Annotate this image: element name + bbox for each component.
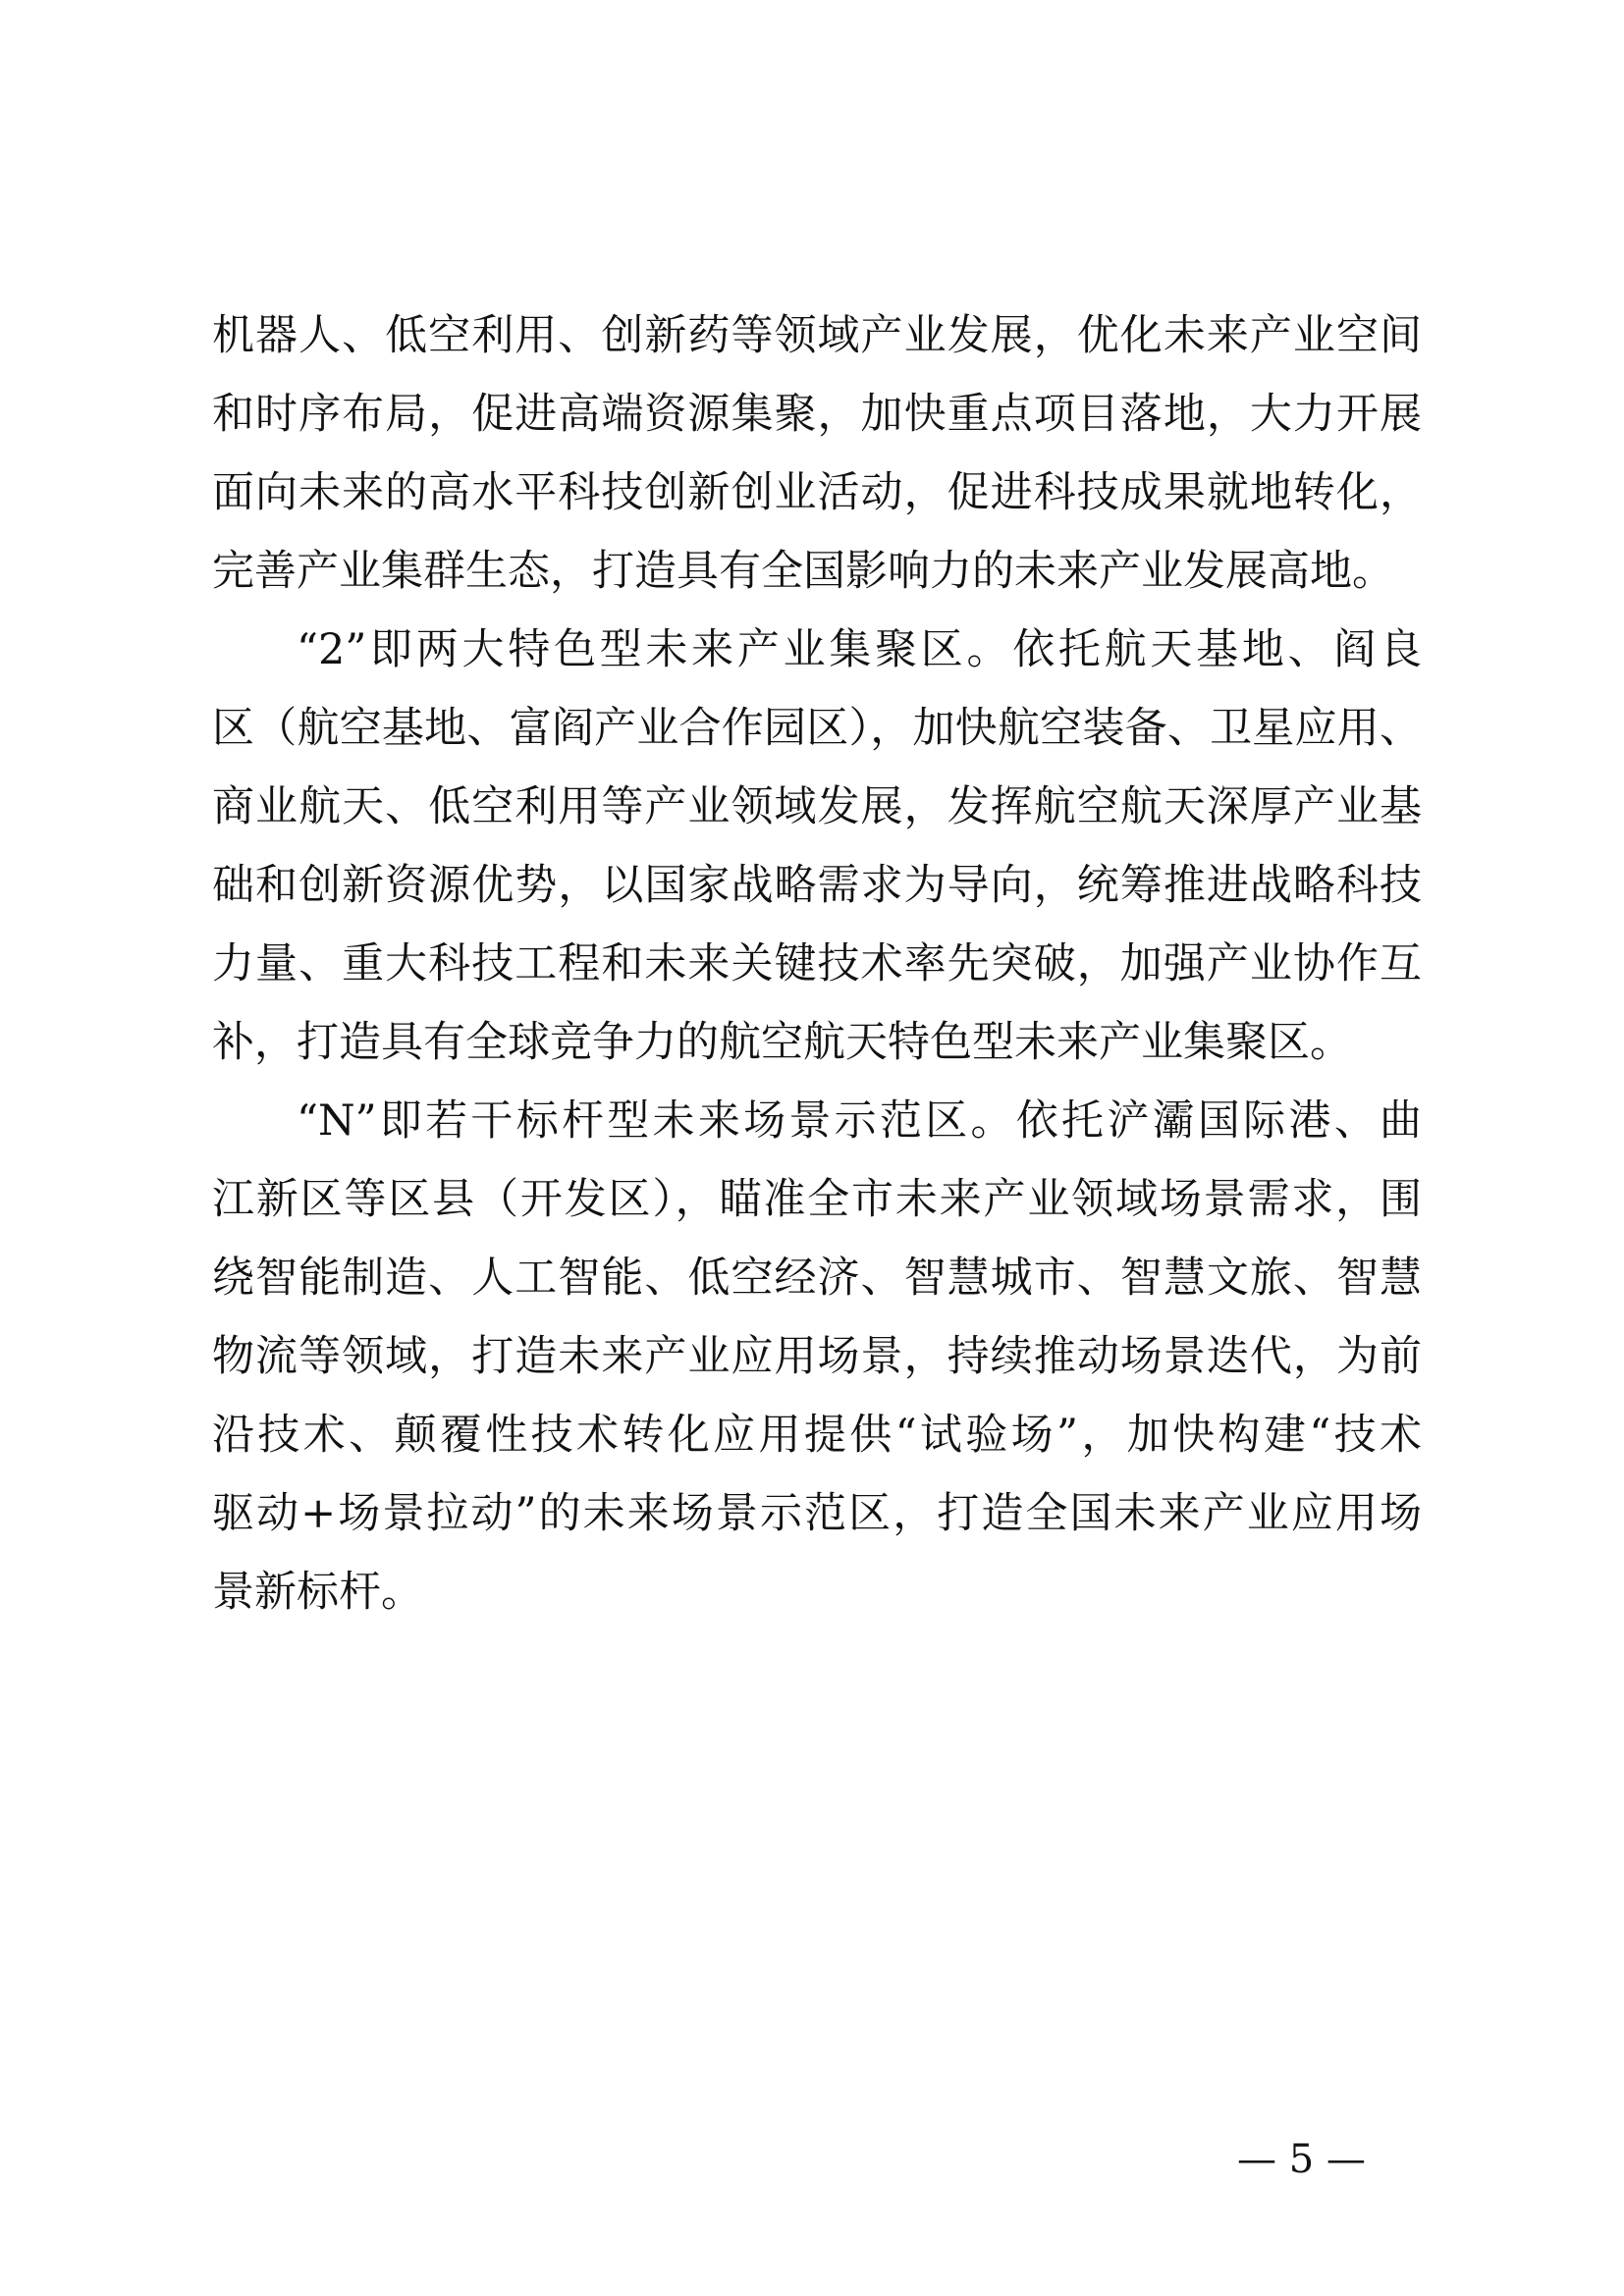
text-line: 商业航天、低空利用等产业领域发展，发挥航空航天深厚产业基 [212,782,1422,831]
text-line: 力量、重大科技工程和未来关键技术率先突破，加强产业协作互 [212,939,1422,988]
page-number: — 5 — [1237,2137,1366,2182]
text-line: 机器人、低空利用、创新药等领域产业发展，优化未来产业空间 [212,311,1422,360]
text-line: 景新标杆。 [212,1568,423,1617]
text-line: 沿技术、颠覆性技术转化应用提供“试验场”，加快构建“技术 [212,1411,1422,1460]
text-line: 和时序布局，促进高端资源集聚，加快重点项目落地，大力开展 [212,390,1422,439]
text-line: 础和创新资源优势，以国家战略需求为导向，统筹推进战略科技 [212,861,1422,910]
text-line: 物流等领域，打造未来产业应用场景，持续推动场景迭代，为前 [212,1332,1422,1381]
text-line: “N”即若干标杆型未来场景示范区。依托浐灞国际港、曲 [297,1096,1422,1146]
text-line: 补，打造具有全球竞争力的航空航天特色型未来产业集聚区。 [212,1018,1352,1067]
text-line: “2”即两大特色型未来产业集聚区。依托航天基地、阎良 [297,625,1422,674]
text-line: 江新区等区县（开发区），瞄准全市未来产业领域场景需求，围 [212,1175,1422,1224]
text-line: 面向未来的高水平科技创新创业活动，促进科技成果就地转化， [212,468,1422,517]
text-line: 绕智能制造、人工智能、低空经济、智慧城市、智慧文旅、智慧 [212,1254,1422,1303]
text-line: 区（航空基地、富阎产业合作园区），加快航空装备、卫星应用、 [212,704,1422,753]
text-line: 驱动+场景拉动”的未来场景示范区，打造全国未来产业应用场 [212,1489,1422,1538]
text-line: 完善产业集群生态，打造具有全国影响力的未来产业发展高地。 [212,547,1394,596]
